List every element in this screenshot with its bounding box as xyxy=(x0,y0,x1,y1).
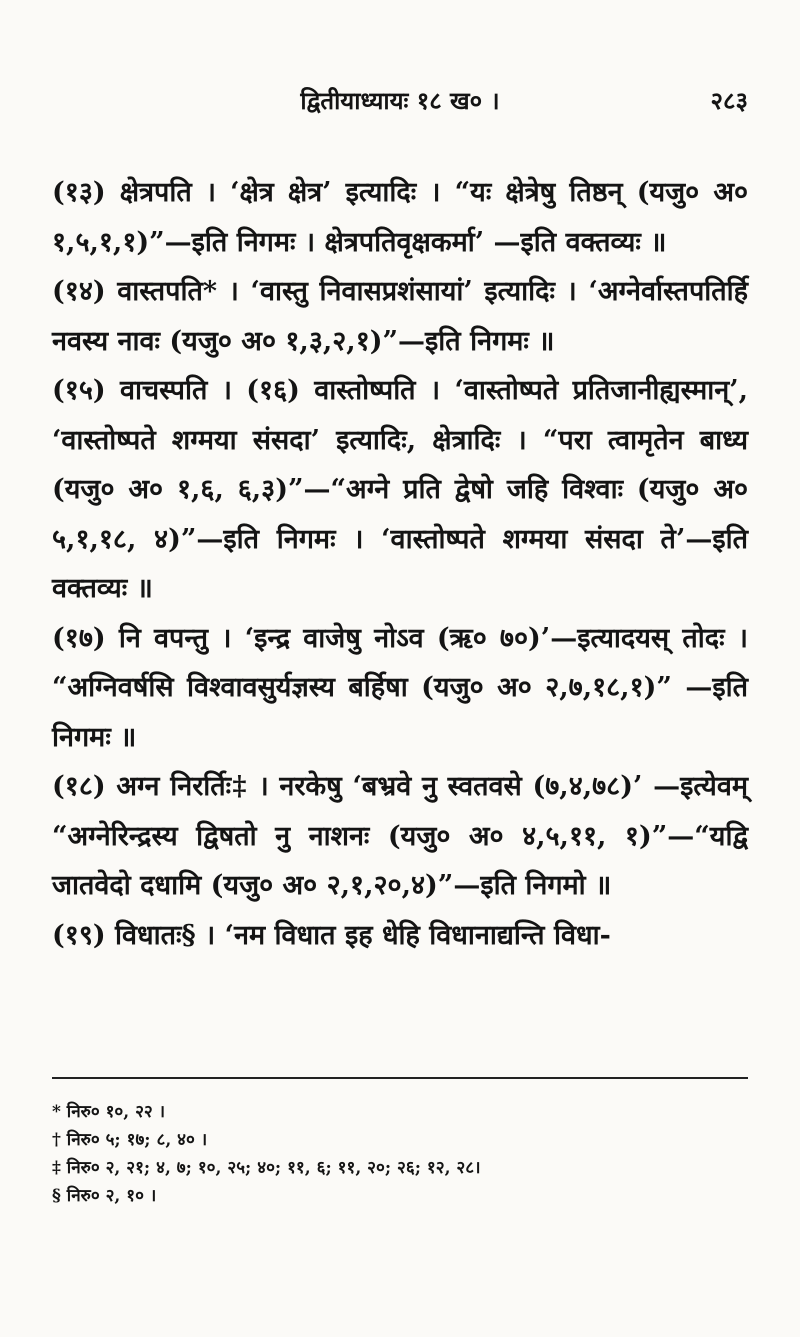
footnote: † निरु० ५; १७; ८, ४० । xyxy=(52,1130,208,1150)
running-title: द्वितीयाध्यायः १८ ख० । xyxy=(300,86,500,115)
paragraph: (१३) क्षेत्रपति । ‘क्षेत्र क्षेत्र’ इत्यादिः । “यः क्षेत्रेषु तिष्ठन् (यजु० अ० १,५,१,१)”—इति निगमः । क्षेत्रपतिवृक्षकर्मा’ —इति वक्तव्यः ॥ xyxy=(52,177,748,258)
footnote: § निरु० २, १० । xyxy=(52,1186,157,1206)
footnote-divider xyxy=(52,1077,748,1079)
page-header xyxy=(52,84,748,124)
footnote: * निरु० १०, २२ । xyxy=(52,1102,166,1122)
paragraph: (१५) वाचस्पति । (१६) वास्तोष्पति । ‘वास्तोष्पते प्रतिजानीह्यस्मान्’, ‘वास्तोष्पते शग्मया संसदा’ इत्यादिः, क्षेत्रादिः । “परा त्वामृतेन बाध्य (यजु० अ० १,६, ६,३)”—“अग्ने प्रति द्वेषो जहि विश्वाः (यजु० अ० ५,१,१८, ४)”—इति निगमः । ‘वास्तोष्पते शग्मया संसदा ते’—इति वक्तव्यः ॥ xyxy=(52,375,748,604)
footnote: ‡ निरु० २, २१; ४, ७; १०, २५; ४०; ११, ६; ११, २०; २६; १२, २८। xyxy=(52,1158,481,1178)
main-text xyxy=(52,168,748,960)
paragraph: (१४) वास्तपति* । ‘वास्तु निवासप्रशंसायां’ इत्यादिः । ‘अग्नेर्वास्तपतिर्हि नवस्य नावः (यजु० अ० १,३,२,१)”—इति निगमः ॥ xyxy=(52,276,748,357)
page-number: २८३ xyxy=(710,86,748,115)
paragraph: (१८) अग्न निरर्तिः‡ । नरकेषु ‘बभ्रवे नु स्वतवसे (७,४,७८)’ —इत्येवम् “अग्नेरिन्द्रस्य द्विषतो नु नाशनः (यजु० अ० ४,५,११, १)”—“यद्वि जातवेदो दधामि (यजु० अ० २,१,२०,४)”—इति निगमो ॥ xyxy=(52,771,748,901)
paragraph: (१७) नि वपन्तु । ‘इन्द्र वाजेषु नोऽव (ऋ० ७०)’—इत्यादयस् तोदः । “अग्निवर्षसि विश्वावसुर्यज्ञस्य बर्हिषा (यजु० अ० २,७,१८,१)” —इति निगमः ॥ xyxy=(52,622,748,753)
paragraph: (१९) विधातः§ । ‘नम विधात इह धेहि विधानाद्यन्ति विधा- xyxy=(52,919,611,951)
footnotes xyxy=(52,1098,748,1210)
